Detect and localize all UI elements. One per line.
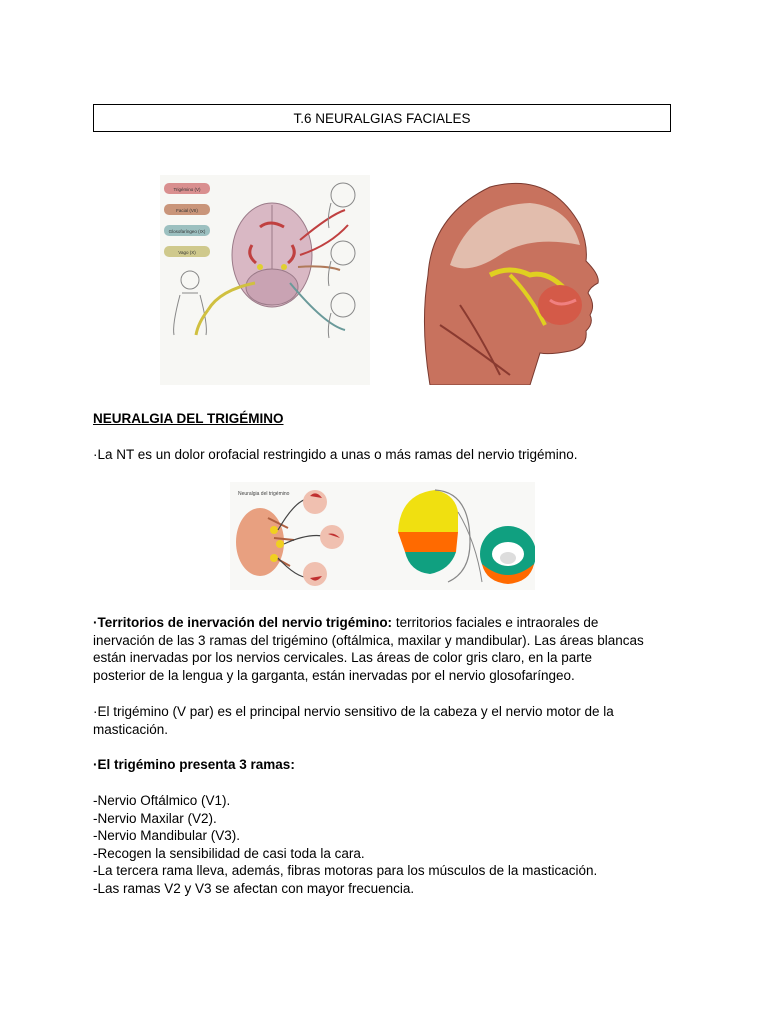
- trigeminal-paragraph: [93, 703, 683, 738]
- intro-paragraph: ·La NT es un dolor orofacial restringido a unas o más ramas del nervio trigémino.: [93, 447, 578, 462]
- branches-heading: ·El trigémino presenta 3 ramas:: [93, 757, 295, 772]
- page-title: T.6 NEURALGIAS FACIALES: [93, 104, 671, 132]
- legend-vagus: Vago (X): [178, 250, 196, 255]
- territories-text-line4: posterior de la lengua y la garganta, están inervadas por el nervio glosofaríngeo.: [93, 667, 575, 683]
- list-item: -Recogen la sensibilidad de casi toda la cara.: [93, 845, 365, 861]
- territories-label: ·Territorios de inervación del nervio trigémino:: [93, 615, 393, 630]
- list-item: -Nervio Oftálmico (V1).: [93, 793, 231, 808]
- v-territory-mouth: [480, 526, 535, 584]
- list-item: -La tercera rama lleva, además, fibras motoras para los músculos de la masticación.: [93, 863, 598, 879]
- branches-list: [93, 792, 683, 898]
- list-item: -Nervio Mandibular (V3).: [93, 828, 241, 844]
- figure-caption: Neuralgia del trigémino: [238, 491, 290, 497]
- territories-text-line3: están inervadas por los nervios cervicales. Las áreas de color gris claro, en la parte: [93, 650, 592, 666]
- head-anatomy-illustration: [410, 175, 610, 385]
- legend-glossopharyngeal: Glosofaríngeo (IX): [168, 229, 206, 234]
- trigeminal-territories-figure: [230, 482, 535, 590]
- list-item: -Nervio Maxilar (V2).: [93, 810, 217, 826]
- territories-text-line1: territorios faciales e intraorales de: [392, 615, 599, 630]
- cranial-nerves-diagram: [160, 175, 370, 385]
- territories-paragraph: [93, 614, 683, 684]
- section-heading: NEURALGIA DEL TRIGÉMINO: [93, 411, 284, 426]
- trigeminal-text-line2: masticación.: [93, 721, 169, 737]
- trigeminal-text-line1: ·El trigémino (V par) es el principal nervio sensitivo de la cabeza y el nervio motor de la: [93, 704, 614, 719]
- list-item: -Las ramas V2 y V3 se afectan con mayor frecuencia.: [93, 880, 415, 896]
- legend-facial: Facial (VII): [176, 208, 198, 213]
- territories-text-line2: inervación de las 3 ramas del trigémino (oftálmica, maxilar y mandibular). Las áreas blancas: [93, 632, 644, 648]
- legend-trigeminal: Trigémino (V): [173, 187, 201, 192]
